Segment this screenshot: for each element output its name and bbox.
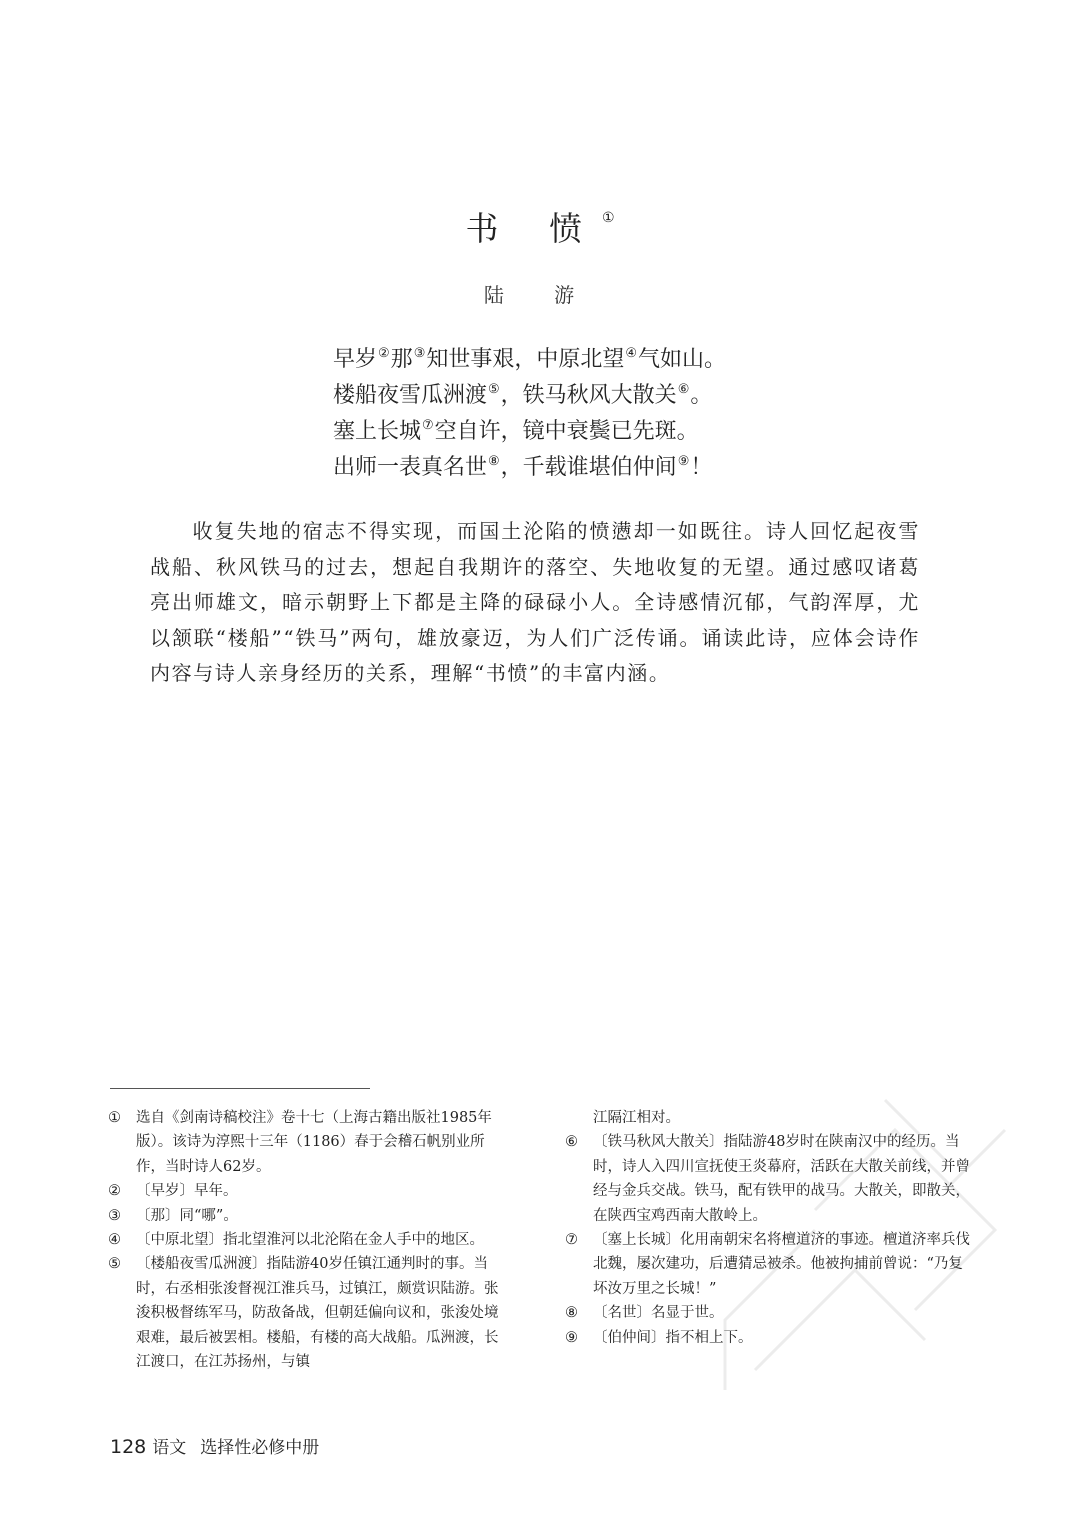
footnote-number: ③ [108, 1207, 121, 1224]
footnote-continuation: 江隔江相对。 [593, 1110, 680, 1126]
poem-line [333, 378, 853, 414]
reading-guide [150, 514, 920, 692]
poem-text: 。 [690, 383, 713, 408]
footnote-number: ⑧ [565, 1305, 578, 1322]
footnote-text: 〔早岁〕早年。 [136, 1183, 238, 1200]
footer-book-title: 选择性必修中册 [200, 1438, 320, 1458]
poem-line [333, 414, 853, 450]
footnote-marker: ⑦ [422, 418, 434, 433]
footnote-number: ② [108, 1183, 121, 1200]
footnote-text: 〔铁马秋风大散关〕指陆游48岁时在陕南汉中的经历。当时，诗人入四川宣抚使王炎幕府，活跃在大散关前线，并曾经与金兵交战。铁马，配有铁甲的战马。大散关，即散关，在陕西宝鸡西南大散岭上。 [593, 1134, 970, 1224]
poem-body [333, 342, 853, 486]
footnote-number: ⑥ [565, 1134, 578, 1151]
footnote-text: 〔伯仲间〕指不相上下。 [593, 1329, 753, 1346]
footnote-marker: ④ [625, 346, 638, 361]
footnote-number: ⑦ [565, 1232, 578, 1249]
footnote-text: 〔塞上长城〕化用南朝宋名将檀道济的事迹。檀道济率兵伐北魏，屡次建功，后遭猜忌被杀。他被拘捕前曾说：“乃复坏汝万里之长城！” [593, 1232, 970, 1297]
footnote-text: 〔名世〕名显于世。 [593, 1305, 724, 1322]
footnote-marker: ③ [413, 346, 426, 361]
footnote-text: 〔中原北望〕指北望淮河以北沦陷在金人手中的地区。 [136, 1232, 484, 1249]
watermark-graphic [695, 1070, 1015, 1400]
poem-text: 知世事艰，中原北望 [426, 347, 625, 372]
footer-subject: 语文 [152, 1438, 187, 1458]
poem-text: 那 [390, 347, 413, 372]
footnote [108, 1252, 508, 1374]
poem-line [333, 450, 853, 486]
footnote-text: 〔楼船夜雪瓜洲渡〕指陆游40岁任镇江通判时的事。当时，右丞相张浚督视江淮兵马，过镇江，颇赏识陆游。张浚积极督练军马，防敌备战，但朝廷偏向议和，张浚处境艰难，最后被罢相。楼船，有楼的高大战船。瓜洲渡，长江渡口，在江苏扬州，与镇 [136, 1256, 499, 1371]
poem-text: 空自许，镜中衰鬓已先斑。 [434, 419, 699, 444]
footnote-text: 〔那〕同“哪”。 [136, 1207, 238, 1224]
footnote-number: ⑨ [565, 1329, 578, 1346]
footnote-marker: ⑧ [488, 454, 500, 469]
poem-author: 陆 游 [483, 283, 597, 307]
poem-text: ，铁马秋风大散关 [500, 383, 677, 408]
footnote-divider [110, 1088, 370, 1089]
page-footer [110, 1433, 319, 1458]
footnote-text: 选自《剑南诗稿校注》卷十七（上海古籍出版社1985年版）。该诗为淳熙十三年（1186）春于会稽石帆别业所作，当时诗人62岁。 [136, 1110, 492, 1175]
poem-text: 气如山。 [638, 347, 727, 372]
poem-text: 塞上长城 [333, 419, 422, 444]
poem-text: 楼船夜雪瓜洲渡 [333, 383, 488, 408]
poem-text: 出师一表真名世 [333, 455, 488, 480]
footnote-number: ④ [108, 1232, 121, 1249]
footnote [108, 1179, 508, 1203]
page-number: 128 [110, 1436, 147, 1458]
footnote-marker: ⑨ [677, 454, 690, 469]
footnote [108, 1228, 508, 1252]
footnote-number: ⑤ [108, 1256, 121, 1273]
poem-text: ！ [690, 455, 713, 480]
footnote-marker: ⑤ [488, 382, 500, 397]
footnotes-left-column [108, 1106, 508, 1374]
reading-guide-text: 收复失地的宿志不得实现，而国土沦陷的愤懑却一如既往。诗人回忆起夜雪战船、秋风铁马的过去，想起自我期许的落空、失地收复的无望。通过感叹诸葛亮出师雄文，暗示朝野上下都是主降的碌碌小人。全诗感情沉郁，气韵浑厚，尤以颔联“楼船”“铁马”两句，雄放豪迈，为人们广泛传诵。诵读此诗，应体会诗作内容与诗人亲身经历的关系，理解“书愤”的丰富内涵。 [150, 519, 920, 685]
footnote-marker: ⑥ [677, 382, 690, 397]
poem-text: ，千载谁堪伯仲间 [500, 455, 677, 480]
title-footnote-marker: ① [601, 210, 615, 226]
poem-title: 书 愤① [465, 209, 615, 248]
poem-text: 早岁 [333, 347, 378, 372]
footnote-marker: ② [378, 346, 390, 361]
footnote-number: ① [108, 1110, 121, 1126]
poem-line [333, 342, 853, 378]
footnote [108, 1204, 508, 1228]
footnote [108, 1106, 508, 1179]
